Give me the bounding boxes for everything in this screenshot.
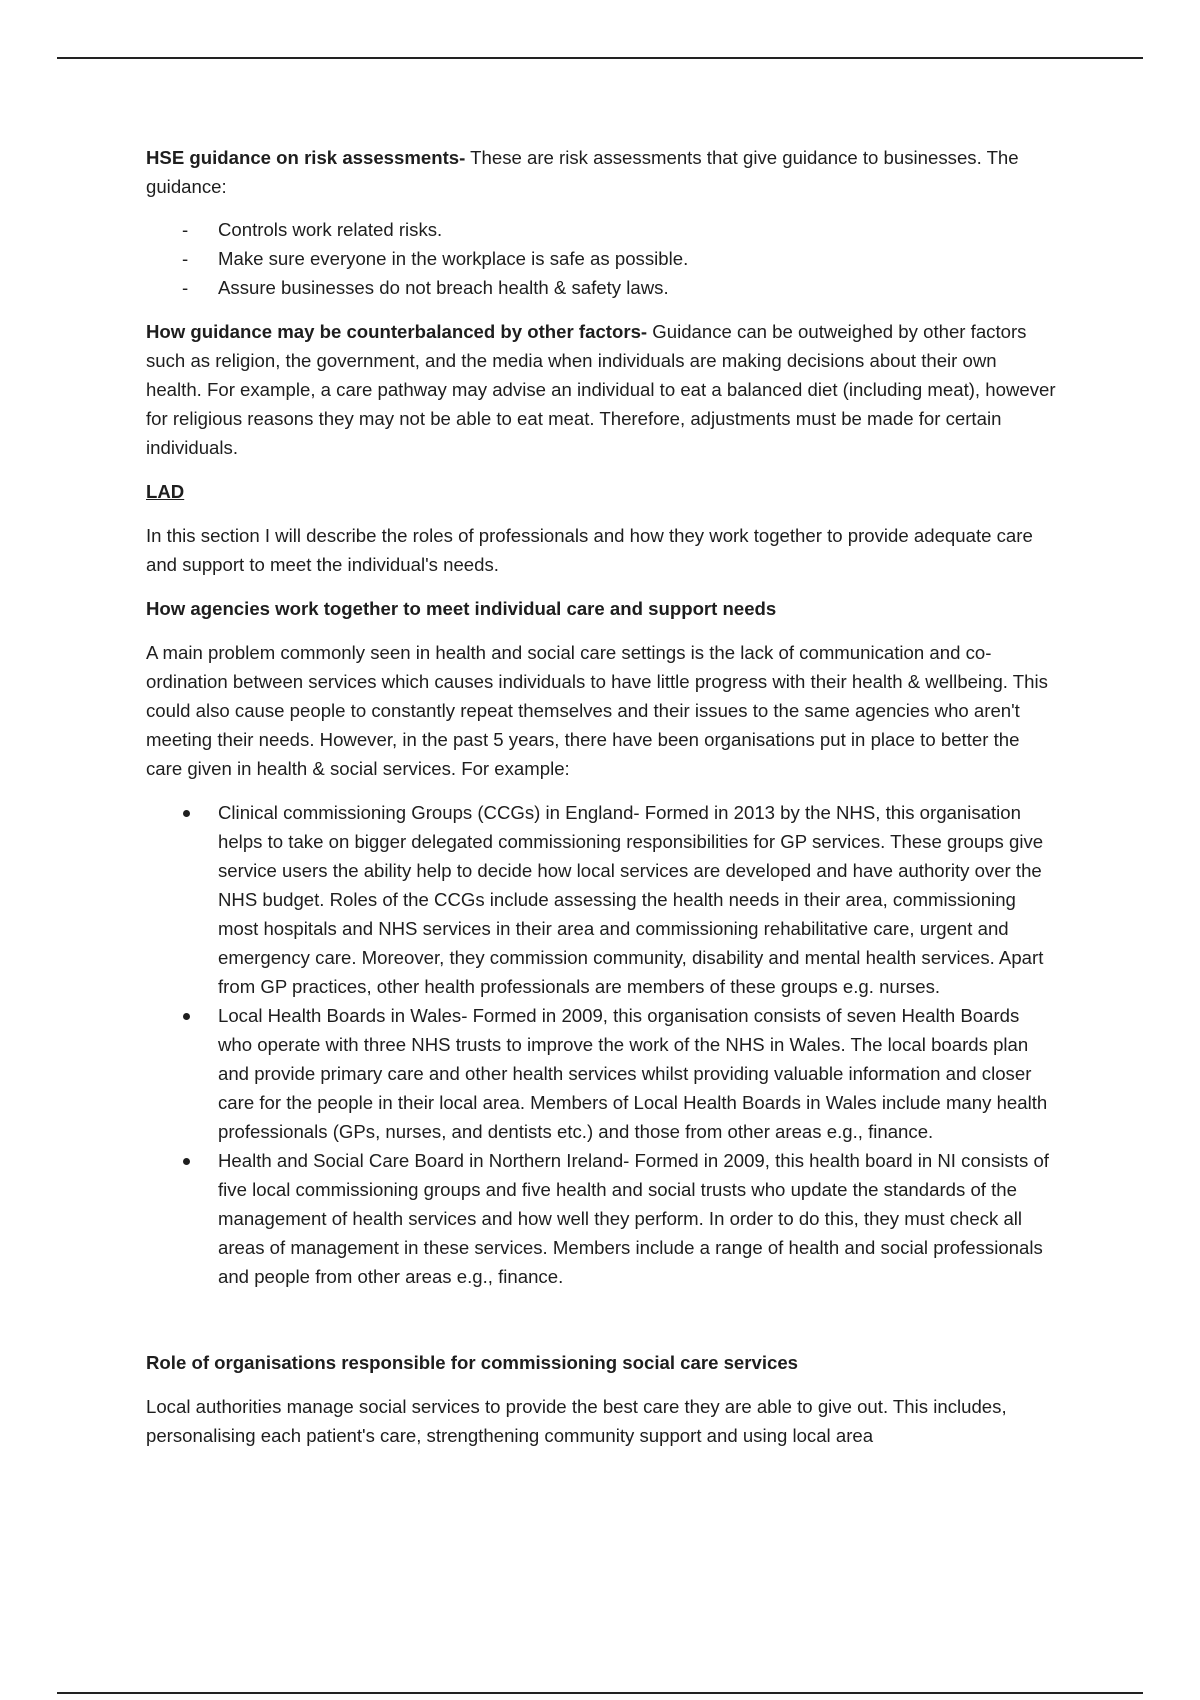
dash-marker: - — [182, 219, 189, 240]
agencies-bullet-list — [146, 798, 1056, 1291]
agencies-heading: How agencies work together to meet individual care and support needs — [146, 598, 777, 619]
bullet-icon — [183, 1158, 190, 1165]
agencies-paragraph: A main problem commonly seen in health and social care settings is the lack of communication and co-ordination between services which causes individuals to have little progress with their health & wellbeing. This could also cause people to constantly repeat themselves and their issues to the same agencies who aren't meeting their needs. However, in the past 5 years, there have been organisations put in place to better the care given in health & social services. For example: — [146, 642, 1048, 779]
header-rule — [57, 57, 1143, 59]
dash-marker: - — [182, 248, 189, 269]
hse-paragraph — [146, 143, 1056, 201]
hse-title: HSE guidance on risk assessments- — [146, 147, 466, 168]
footer-rule — [57, 1692, 1143, 1694]
counterbalance-text: Guidance can be outweighed by other factors such as religion, the government, and the media when individuals are making decisions about their own health. For example, a care pathway may advise an individual to eat a balanced diet (including meat), however for religious reasons they may not be able to eat meat. Therefore, adjustments must be made for certain individuals. — [146, 321, 1056, 458]
commissioning-paragraph: Local authorities manage social services to provide the best care they are able to give out. This includes, personalising each patient's care, strengthening community support and using local area — [146, 1396, 1007, 1446]
list-item: - Assure businesses do not breach health & safety laws. — [146, 273, 1056, 302]
hse-text: These are risk assessments that give guidance to businesses. The guidance: — [146, 147, 1019, 197]
dash-marker: - — [182, 277, 189, 298]
counterbalance-paragraph — [146, 317, 1056, 462]
list-item: - Controls work related risks. — [146, 215, 1056, 244]
document-page — [146, 143, 1056, 1450]
lad-intro: In this section I will describe the roles of professionals and how they work together to provide adequate care and support to meet the individual's needs. — [146, 525, 1033, 575]
counterbalance-title: How guidance may be counterbalanced by other factors- — [146, 321, 648, 342]
bullet-icon — [183, 810, 190, 817]
bullet-icon — [183, 1013, 190, 1020]
lad-heading: LAD — [146, 481, 185, 502]
list-item: - Make sure everyone in the workplace is safe as possible. — [146, 244, 1056, 273]
commissioning-heading: Role of organisations responsible for commissioning social care services — [146, 1352, 799, 1373]
spacer — [146, 1291, 1056, 1333]
list-item: Local Health Boards in Wales- Formed in 2009, this organisation consists of seven Health Boards who operate with three NHS trusts to improve the work of the NHS in Wales. The local boards plan and provide primary care and other health services whilst providing valuable information and closer care for the people in their local area. Members of Local Health Boards in Wales include many health professionals (GPs, nurses, and dentists etc.) and those from other areas e.g., finance. — [146, 1001, 1056, 1146]
list-item: Clinical commissioning Groups (CCGs) in England- Formed in 2013 by the NHS, this organisation helps to take on bigger delegated commissioning responsibilities for GP services. These groups give service users the ability help to decide how local services are developed and have authority over the NHS budget. Roles of the CCGs include assessing the health needs in their area, commissioning most hospitals and NHS services in their area and commissioning rehabilitative care, urgent and emergency care. Moreover, they commission community, disability and mental health services. Apart from GP practices, other health professionals are members of these groups e.g. nurses. — [146, 798, 1056, 1001]
hse-dash-list — [146, 215, 1056, 302]
list-item: Health and Social Care Board in Northern Ireland- Formed in 2009, this health board in NI consists of five local commissioning groups and five health and social trusts who update the standards of the management of health services and how well they perform. In order to do this, they must check all areas of management in these services. Members include a range of health and social professionals and people from other areas e.g., finance. — [146, 1146, 1056, 1291]
